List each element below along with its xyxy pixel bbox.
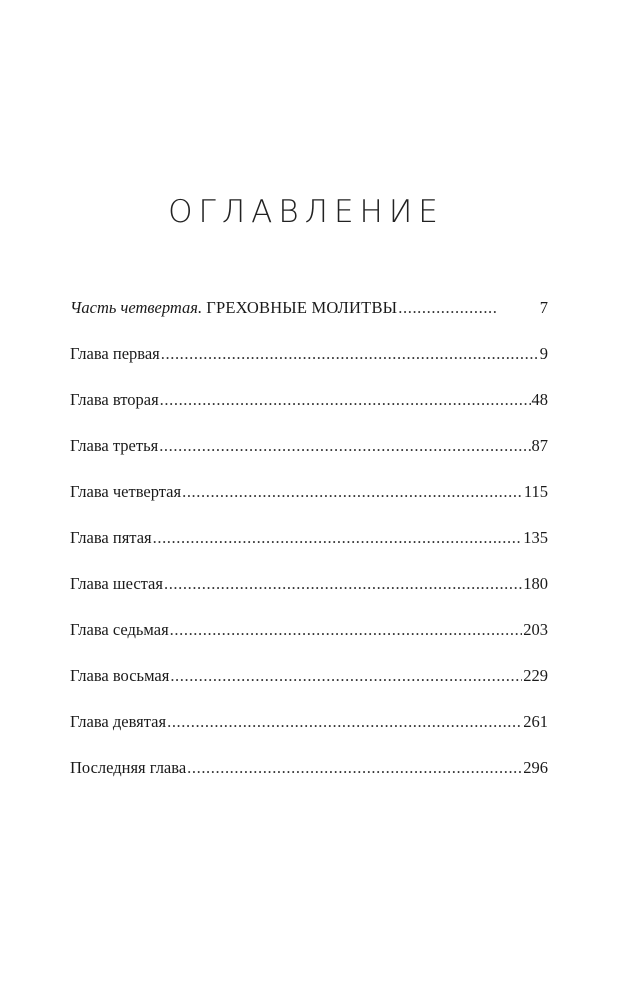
toc-page-number: 296 xyxy=(523,758,548,777)
toc-page-number: 135 xyxy=(523,528,548,547)
dot-leader xyxy=(167,707,522,737)
toc-page-number: 261 xyxy=(523,712,548,731)
toc-entry[interactable] xyxy=(70,523,548,569)
toc-page-number: 180 xyxy=(523,574,548,593)
toc-entry[interactable] xyxy=(70,707,548,753)
toc-entry-label: Глава седьмая xyxy=(70,620,169,639)
dot-leader xyxy=(182,477,523,507)
part-title: ГРЕХОВНЫЕ МОЛИТВЫ xyxy=(206,298,398,317)
toc-entry[interactable] xyxy=(70,431,548,477)
toc-entry-label xyxy=(70,293,397,323)
toc-entry-part[interactable] xyxy=(70,293,548,339)
toc-entry-label: Последняя глава xyxy=(70,758,187,777)
toc-entry-label: Глава вторая xyxy=(70,390,159,409)
toc-entry-label: Глава восьмая xyxy=(70,666,170,685)
toc-entry[interactable] xyxy=(70,661,548,707)
toc-entry-label: Глава пятая xyxy=(70,528,152,547)
toc-entry-label: Глава шестая xyxy=(70,574,163,593)
dot-leader xyxy=(187,753,522,783)
toc-page-number: 229 xyxy=(523,666,548,685)
toc-page-number: 7 xyxy=(539,298,548,317)
dot-leader xyxy=(170,661,522,691)
part-number: Часть четвертая. xyxy=(70,298,203,317)
toc-entry[interactable] xyxy=(70,615,548,661)
toc-entry[interactable] xyxy=(70,477,548,523)
table-of-contents xyxy=(70,293,548,799)
toc-entry[interactable] xyxy=(70,385,548,431)
dot-leader xyxy=(164,569,522,599)
dot-leader xyxy=(161,339,539,369)
toc-entry[interactable] xyxy=(70,753,548,799)
toc-page-number: 203 xyxy=(523,620,548,639)
dot-leader xyxy=(170,615,523,645)
dot-leader xyxy=(153,523,523,553)
toc-entry[interactable] xyxy=(70,339,548,385)
dot-leader xyxy=(160,385,531,415)
dot-leader xyxy=(159,431,530,461)
toc-entry-label: Глава первая xyxy=(70,344,160,363)
toc-page-number: 87 xyxy=(531,436,548,455)
toc-page-number: 48 xyxy=(531,390,548,409)
toc-entry-label: Глава девятая xyxy=(70,712,167,731)
toc-heading: ОГЛАВЛЕНИЕ xyxy=(168,194,444,230)
toc-page-number: 115 xyxy=(523,482,548,501)
toc-page-number: 9 xyxy=(539,344,548,363)
dot-leader xyxy=(398,293,498,323)
toc-entry-label: Глава четвертая xyxy=(70,482,182,501)
toc-entry-label: Глава третья xyxy=(70,436,159,455)
toc-entry[interactable] xyxy=(70,569,548,615)
